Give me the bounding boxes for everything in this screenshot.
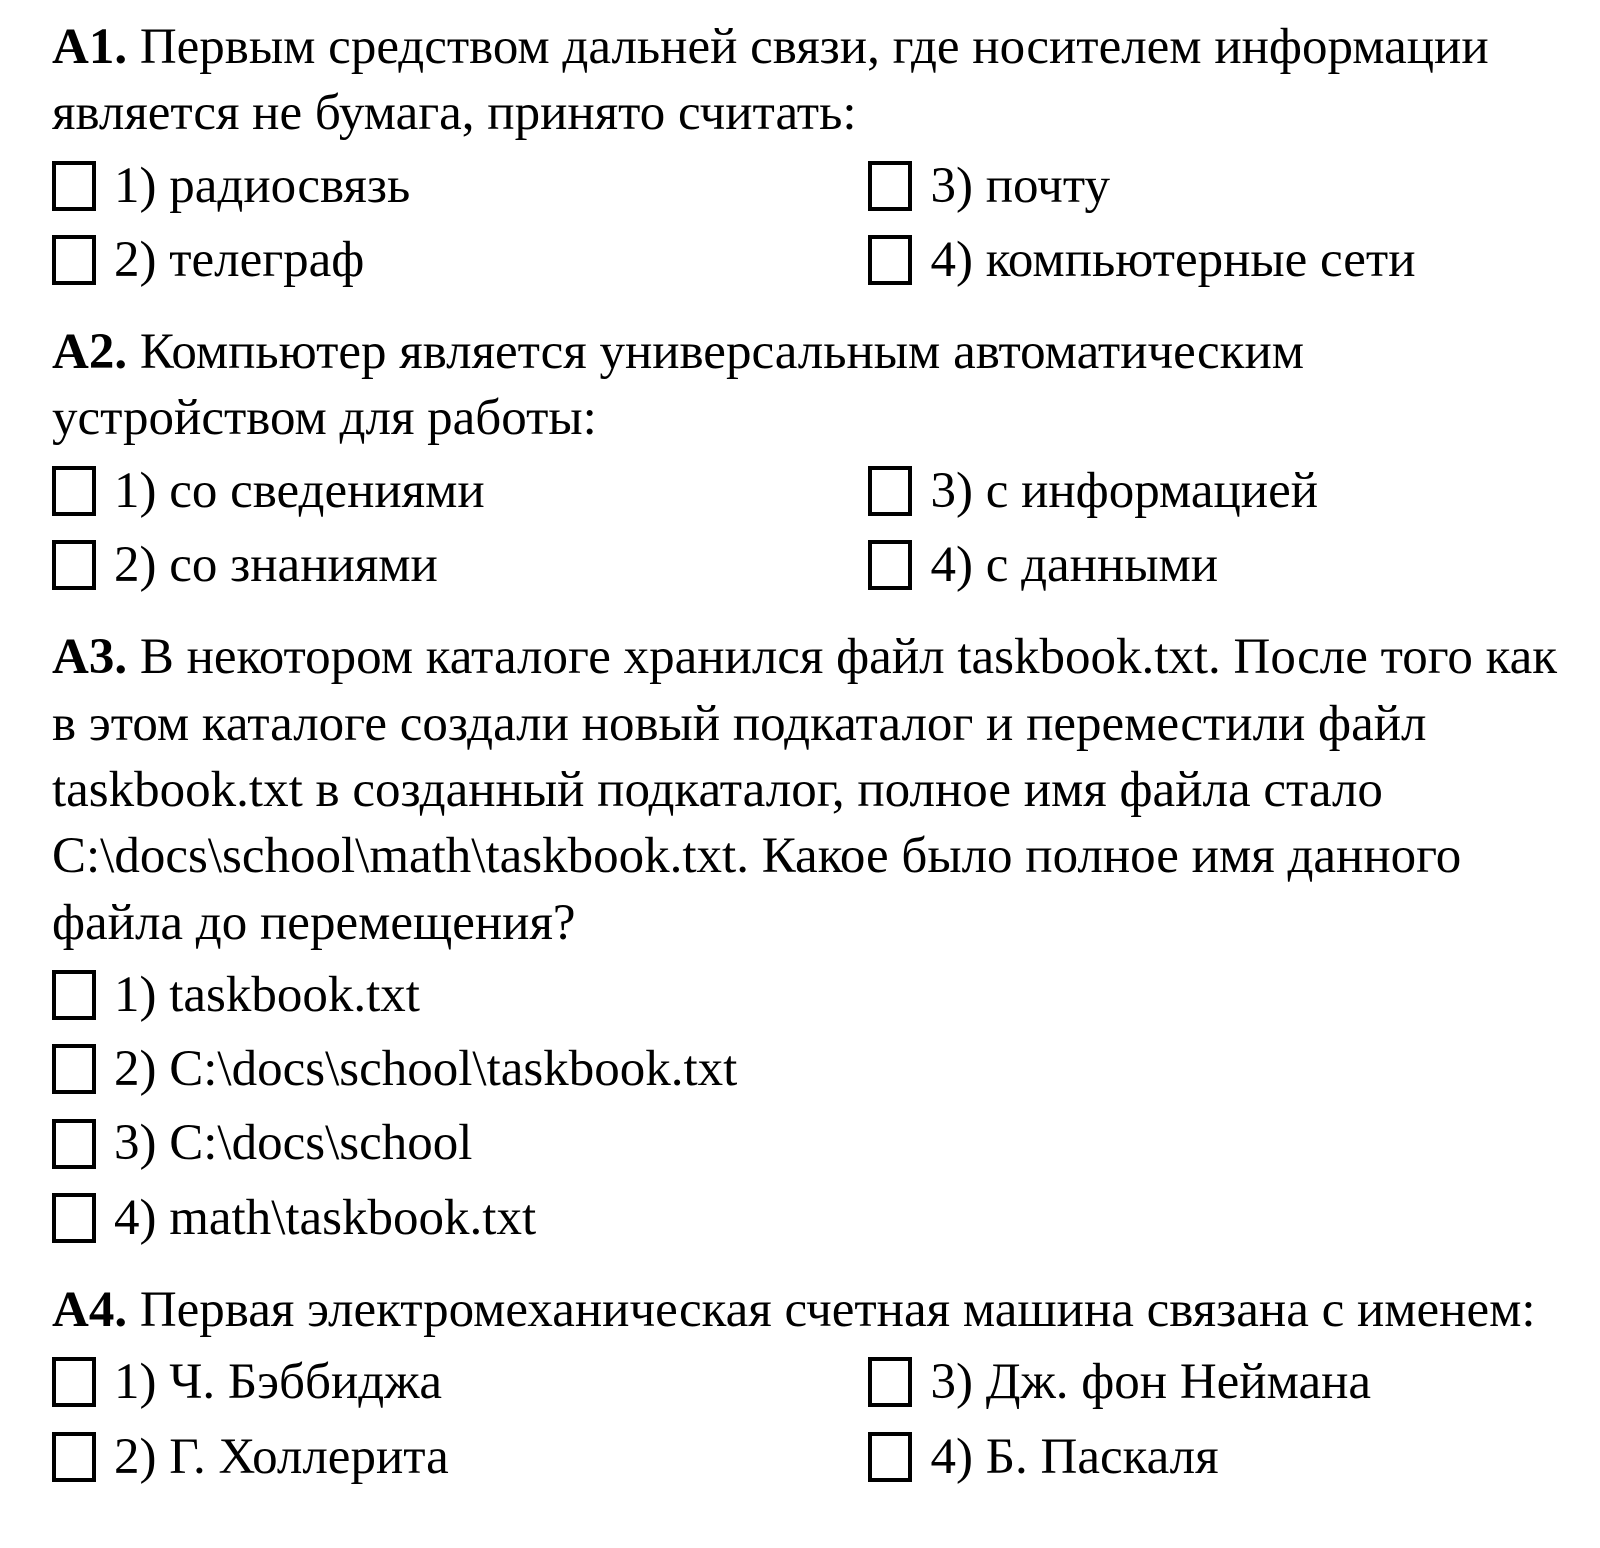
- option-label: 3) с информацией: [930, 462, 1319, 519]
- option-label: 1) со сведениями: [114, 462, 485, 519]
- question-a2-number: А2.: [52, 324, 128, 381]
- checkbox[interactable]: [52, 1357, 96, 1407]
- option-label: 2) Г. Холлерита: [114, 1428, 449, 1485]
- checkbox[interactable]: [52, 1044, 96, 1094]
- checkbox[interactable]: [52, 161, 96, 211]
- question-a4-text: [52, 1277, 1564, 1343]
- question-a2-text: [52, 319, 1564, 452]
- question-a3-body: В некотором каталоге хранился файл taskbook.txt. После того как в этом каталоге создали новый подкаталог и переместили файл taskbook.txt в созданный подкаталог, полное имя файла стало C:\docs\school\math\taskbook.txt. Какое было полное имя данного файла до перемещения?: [52, 629, 1558, 951]
- option-label: 3) почту: [930, 157, 1110, 214]
- checkbox[interactable]: [868, 235, 912, 285]
- answer-option-a3-2[interactable]: [52, 1036, 1564, 1102]
- question-a4-body: Первая электромеханическая счетная машина связана с именем:: [139, 1282, 1536, 1339]
- question-a2: [52, 319, 1564, 598]
- question-a4: [52, 1277, 1564, 1490]
- question-a3-options: [52, 962, 1564, 1251]
- option-label: 2) C:\docs\school\taskbook.txt: [114, 1041, 738, 1098]
- option-label: 4) Б. Паскаля: [930, 1428, 1219, 1485]
- answer-option-a4-2[interactable]: [52, 1424, 868, 1490]
- answer-option-a1-4[interactable]: [868, 227, 1564, 293]
- checkbox[interactable]: [52, 466, 96, 516]
- option-label: 4) с данными: [930, 537, 1219, 594]
- answer-option-a1-2[interactable]: [52, 227, 868, 293]
- checkbox[interactable]: [868, 161, 912, 211]
- checkbox[interactable]: [868, 466, 912, 516]
- question-a2-body: Компьютер является универсальным автоматическим устройством для работы:: [52, 324, 1305, 447]
- question-a3-text: [52, 624, 1564, 955]
- answer-option-a4-4[interactable]: [868, 1424, 1564, 1490]
- checkbox[interactable]: [52, 1193, 96, 1243]
- answer-option-a2-1[interactable]: [52, 458, 868, 524]
- option-label: 2) телеграф: [114, 231, 365, 288]
- option-label: 1) Ч. Бэббиджа: [114, 1354, 443, 1411]
- question-a2-options: [52, 458, 1564, 599]
- question-a1-number: А1.: [52, 19, 128, 75]
- answer-option-a4-1[interactable]: [52, 1349, 868, 1415]
- question-a4-options: [52, 1349, 1564, 1490]
- question-a1-body: Первым средством дальней связи, где носителем информации является не бумага, принято считать:: [52, 19, 1489, 142]
- answer-option-a1-1[interactable]: [52, 153, 868, 219]
- checkbox[interactable]: [52, 1432, 96, 1482]
- option-label: 3) C:\docs\school: [114, 1115, 473, 1172]
- checkbox[interactable]: [52, 970, 96, 1020]
- option-label: 2) со знаниями: [114, 537, 438, 594]
- option-label: 1) радиосвязь: [114, 157, 411, 214]
- option-label: 4) компьютерные сети: [930, 231, 1416, 288]
- question-a3-number: А3.: [52, 629, 128, 686]
- answer-option-a3-3[interactable]: [52, 1110, 1564, 1176]
- option-label: 1) taskbook.txt: [114, 966, 420, 1023]
- checkbox[interactable]: [868, 540, 912, 590]
- question-a4-number: А4.: [52, 1282, 128, 1339]
- checkbox[interactable]: [868, 1357, 912, 1407]
- checkbox[interactable]: [868, 1432, 912, 1482]
- answer-option-a3-4[interactable]: [52, 1185, 1564, 1251]
- answer-option-a4-3[interactable]: [868, 1349, 1564, 1415]
- answer-option-a2-3[interactable]: [868, 458, 1564, 524]
- answer-option-a3-1[interactable]: [52, 962, 1564, 1028]
- question-a1-text: [52, 14, 1564, 147]
- question-a1-options: [52, 153, 1564, 294]
- answer-option-a2-2[interactable]: [52, 532, 868, 598]
- checkbox[interactable]: [52, 1119, 96, 1169]
- answer-option-a1-3[interactable]: [868, 153, 1564, 219]
- answer-option-a2-4[interactable]: [868, 532, 1564, 598]
- question-a1: [52, 14, 1564, 293]
- checkbox[interactable]: [52, 540, 96, 590]
- question-a3: [52, 624, 1564, 1251]
- option-label: 3) Дж. фон Неймана: [930, 1354, 1372, 1411]
- option-label: 4) math\taskbook.txt: [114, 1189, 537, 1246]
- checkbox[interactable]: [52, 235, 96, 285]
